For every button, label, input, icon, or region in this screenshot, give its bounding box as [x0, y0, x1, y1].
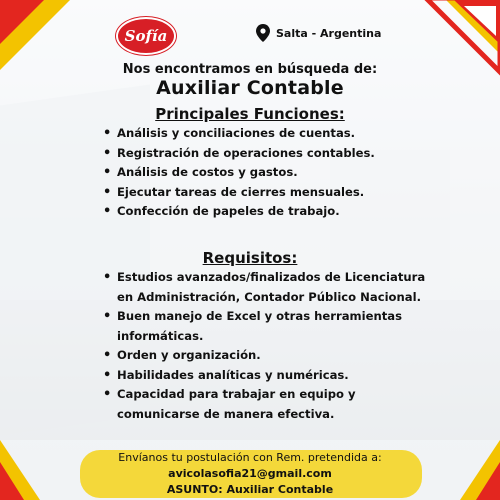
- list-item: • Capacidad para trabajar en equipo y comunicarse de manera efectiva.: [101, 385, 431, 424]
- functions-heading: Principales Funciones:: [155, 105, 345, 123]
- location-text: Salta - Argentina: [276, 26, 382, 40]
- location: [256, 24, 381, 42]
- list-item: • Orden y organización.: [101, 346, 431, 366]
- requirements-list: [101, 268, 431, 424]
- list-item: • Habilidades analíticas y numéricas.: [101, 366, 431, 386]
- list-item: • Análisis de costos y gastos.: [101, 163, 481, 183]
- list-item: • Buen manejo de Excel y otras herramientas informáticas.: [101, 307, 431, 346]
- job-title: Auxiliar Contable: [156, 77, 344, 99]
- corner-decoration: [0, 462, 24, 500]
- contact-subject: ASUNTO: Auxiliar Contable: [166, 483, 334, 496]
- list-item: • Confección de papeles de trabajo.: [101, 202, 481, 222]
- list-item: • Estudios avanzados/finalizados de Licenciatura en Administración, Contador Público Nacional.: [101, 268, 431, 307]
- list-item: • Ejecutar tareas de cierres mensuales.: [101, 183, 481, 203]
- list-item: • Análisis y conciliaciones de cuentas.: [101, 124, 481, 144]
- contact-instructions: Envíanos tu postulación con Rem. pretendida a:: [118, 451, 382, 464]
- requirements-heading: Requisitos:: [202, 249, 298, 267]
- functions-list: [101, 124, 481, 222]
- intro-text: Nos encontramos en búsqueda de:: [122, 62, 378, 77]
- brand-logo: [116, 17, 176, 55]
- corner-decoration: [0, 0, 44, 44]
- corner-decoration: [476, 462, 500, 500]
- location-pin-icon: [256, 24, 270, 42]
- logo-text: Sofía: [124, 27, 168, 45]
- contact-email[interactable]: avicolasofia21@gmail.com: [168, 467, 332, 480]
- list-item: • Registración de operaciones contables.: [101, 144, 481, 164]
